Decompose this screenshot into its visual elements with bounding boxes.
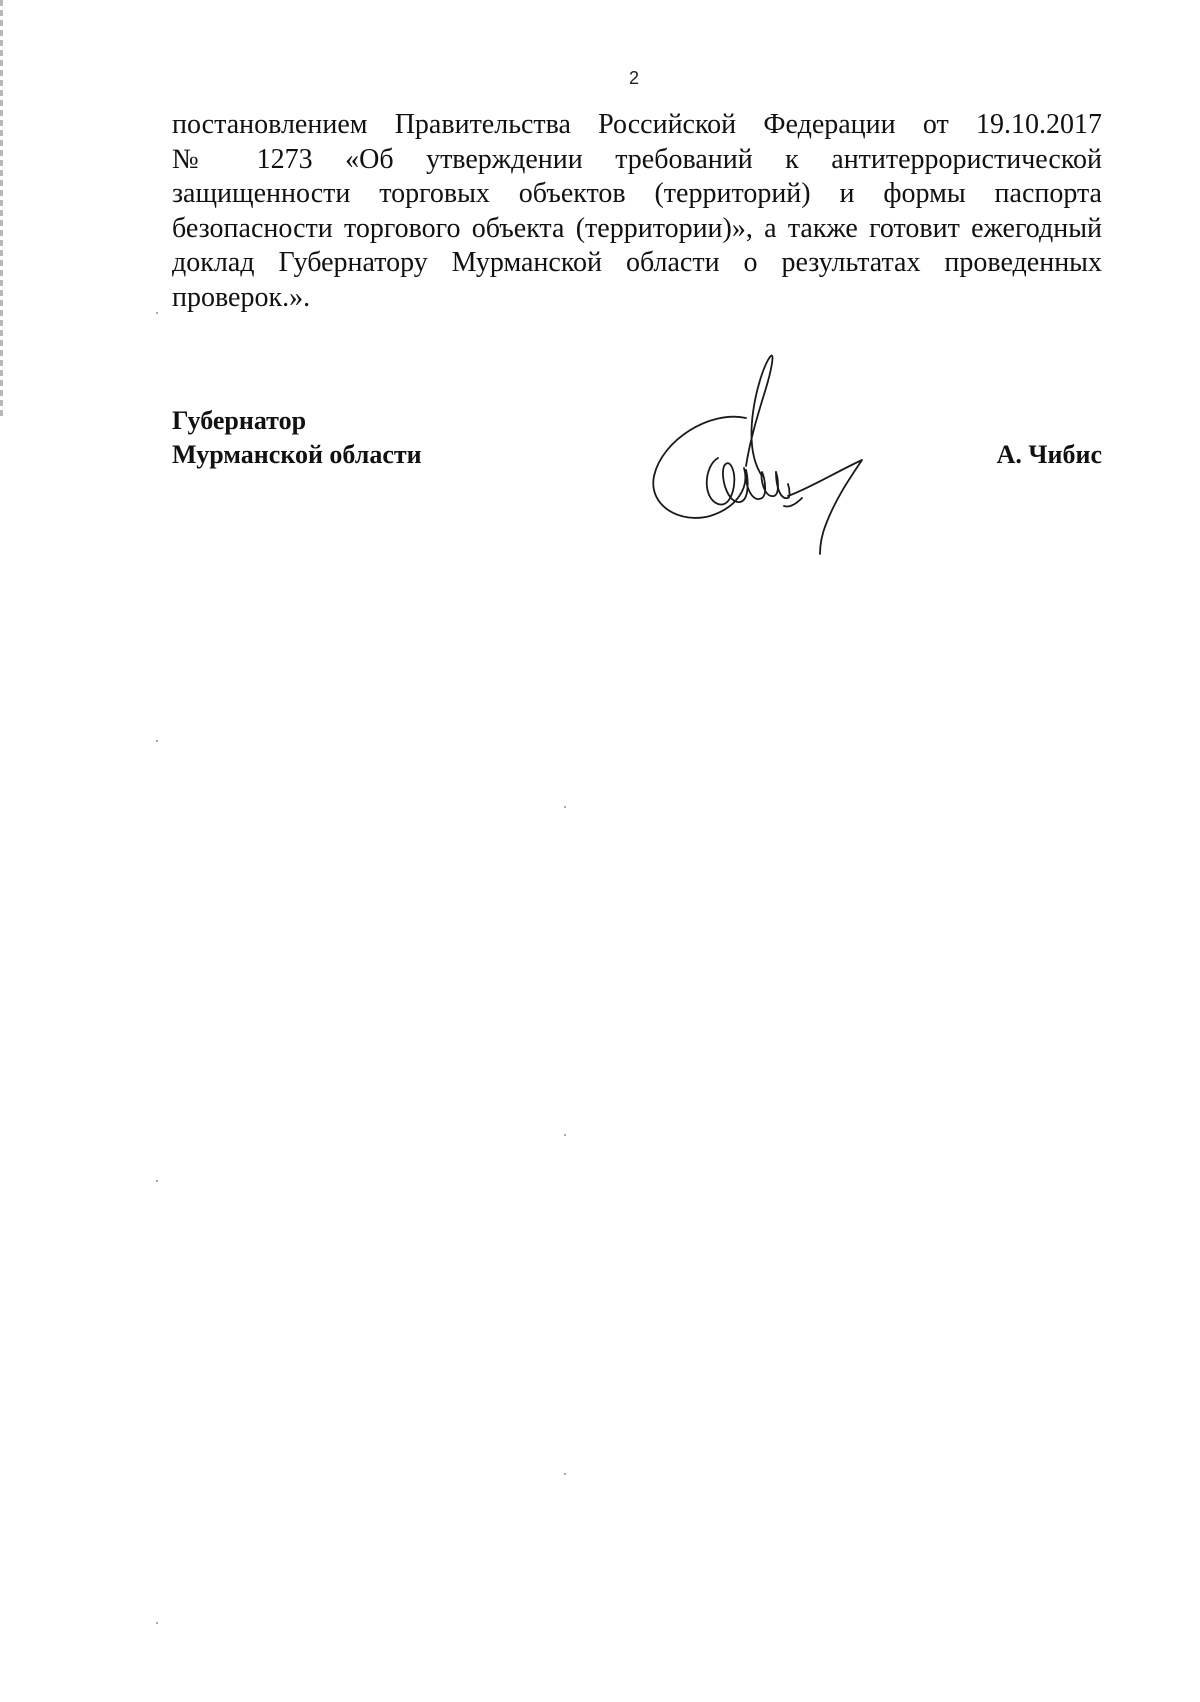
- body-line: защищенности торговых объектов (территорий) и формы паспорта: [172, 178, 1102, 209]
- body-line: доклад Губернатору Мурманской области о результатах проведенных: [172, 247, 1102, 278]
- scan-speck: [156, 740, 158, 742]
- page-number: 2: [628, 68, 639, 88]
- signer-position-line: Мурманской области: [172, 440, 422, 469]
- signer-name: А. Чибис: [996, 440, 1102, 469]
- scan-speck: [156, 1622, 158, 1624]
- body-line: безопасности торгового объекта (территории)», а также готовит ежегодный: [172, 212, 1102, 244]
- body-line: проверок.».: [172, 281, 311, 313]
- signature-icon: [640, 348, 890, 558]
- scan-speck: [156, 1180, 158, 1182]
- signer-position: [172, 404, 422, 472]
- body-line: постановлением Правительства Российской Федерации от 19.10.2017: [172, 109, 1102, 140]
- scan-edge-artifact: [0, 0, 3, 420]
- body-paragraph: [172, 108, 1102, 315]
- scan-speck: [564, 1473, 566, 1475]
- scan-speck: [564, 1134, 566, 1136]
- signature-block: [172, 404, 1102, 544]
- signer-position-line: Губернатор: [172, 406, 307, 435]
- scan-speck: [564, 806, 566, 808]
- body-line: № 1273 «Об утверждении требований к антитеррористической: [172, 143, 1102, 175]
- scan-speck: [156, 312, 158, 314]
